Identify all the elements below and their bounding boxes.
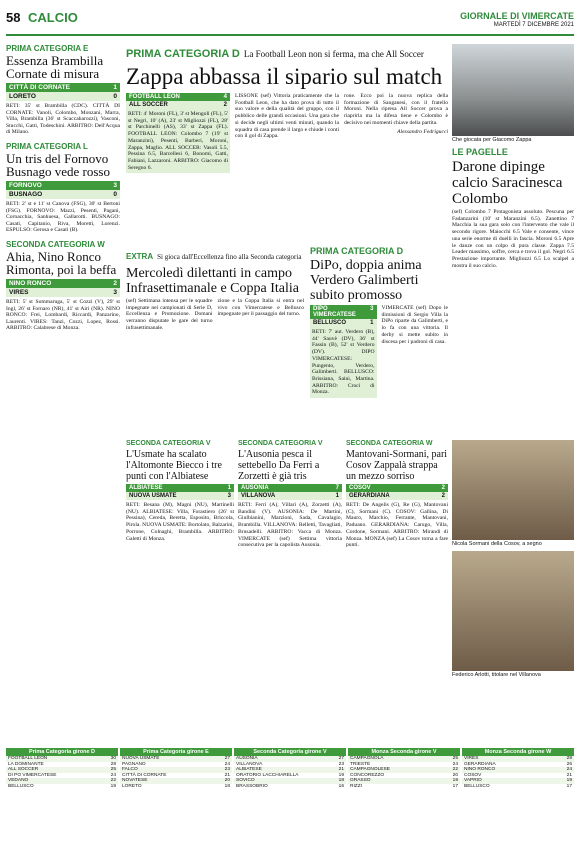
match-report: RETI: De Angelis (G), Re (G), Mantovani (C), Sormani (C). COSOV: Gallina, Di Mauro, Marchio, Ferrante, Mantovani, Paduano. GERARDIANA: Carugo, Villa, Cordone, Sormani. ARBITRO: Mirandi di Monza. MONZA (sef) La Cosov torna a fare punti. — [346, 502, 448, 549]
ratings-headline: Darone dipinge calcio Saracinesca Colombo — [452, 159, 563, 207]
table-row: DI PO VIMERCATESE 24 — [8, 772, 116, 778]
match-report: RETI: 2' st e 11' st Canova (FSG), 30' st Bertoni (FSG). FORNOVO: Mazzi, Pesenti, Pagani, Cornacchia, Sanhuesa, Gallarotti. BUSNAGO: Casati, Capitanio, Riva, Moretti, Lorenzi. ESPULSO: Gerosa e Casati (B). — [6, 200, 120, 234]
left-article-3 — [6, 240, 120, 332]
bottom-photos — [452, 440, 574, 678]
ratings-tag: LE PAGELLE — [452, 147, 508, 157]
table-row: COSOV 21 — [464, 772, 572, 778]
match-report: RETI: Besana (M), Magni (NU), Martinelli (NU). ALBIATESE: Villa, Forastiero (26' st Pessina), Cereda, Beretta, Esposito, Briccola, Pirola. NUOVA USMATE: Bortolato, Balzarini, Porrone, Colnaghi, Brambilla. ARBITRO: Galetti di Monza. — [126, 502, 234, 542]
table-row: BRASSOBRIO 16 — [236, 783, 344, 789]
category: PRIMA CATEGORIA D — [126, 48, 240, 60]
category: SECONDA CATEGORIA W — [346, 440, 433, 447]
table-row: LA DOMINANTE 28 — [8, 761, 116, 767]
photo-caption-2: Federico Arlotti, titolare nel Villanova — [452, 672, 541, 678]
table-row: BELLUSCO 19 — [8, 783, 116, 789]
player-photo-1 — [452, 440, 574, 540]
player-photo-2 — [452, 551, 574, 671]
page-number: 58 — [6, 10, 21, 25]
dipo-article — [310, 246, 448, 398]
section-title: CALCIO — [28, 10, 78, 25]
match-box: RETI: 4' Moroni (FL), 3' st Mengoli (FL), 5' st Negri, 10' (A), 23' st Migliozzi (FL), 28' st Parchinelli (AS), 33' st Zappa (FL). FOOTBALL LEON: Colombo 7 (19' st Maranzini), Pesenti, Barberi, Moroni, Zappa, Maglio. ALL SOCCER: Vasoli 5.5, Pessina 6.5, Barcellesi 6, Bonomi, Gatti, Fabiani, Lazzaroni. ARBITRO: Giacomo di Seregno 6. — [126, 109, 230, 173]
table-row: GRASSO 19 — [350, 778, 458, 784]
table-row: TRIESTE 24 — [350, 761, 458, 767]
article-col-3: rone. Ecco poi la nuova replica della formazione di Sanganesi, con il fratello Moroni. Nella ripresa All Soccer prova a riaprirla ma la difesa tiene e Colombo è decisivo nei momenti chiave della partita. — [344, 93, 448, 126]
bottom-article-3 — [346, 440, 448, 549]
table-row: FALCO 23 — [122, 767, 230, 773]
team-away: BUSNAGO 0 — [6, 190, 120, 199]
article-col-1: (sef) Settimana intensa per le squadre impegnate nei campionati di Serie D, Eccellenza e Promozione. Domani verranno disputate le gare del turno infrasettimanale. — [126, 298, 213, 331]
table-row: PAGNANO 24 — [122, 761, 230, 767]
table-row: VILLANOVA 23 — [236, 761, 344, 767]
standings-table: Prima Categoria girone E NUOVA USMATE 27 PAGNANO 24 FALCO 23 CITTÀ DI CORNATE 21 NOVATESE 20 LORETO 18 — [122, 749, 230, 789]
table-row: NINO RONCO 24 — [464, 767, 572, 773]
photo-caption: Che giocata per Giacomo Zappa — [452, 137, 532, 143]
table-row: ALBIATESE 21 — [236, 767, 344, 773]
team-away: VILLANOVA 1 — [238, 492, 342, 500]
team-away: BELLUSCO 1 — [310, 319, 377, 327]
standings-table: Prima Categoria girone D FOOTBALL LEON 30 LA DOMINANTE 28 ALL SOCCER 25 DI PO VIMERCATESE 24 VEDANO 22 BELLUSCO 19 — [8, 749, 116, 789]
table-row: VAPRIO 19 — [464, 778, 572, 784]
table-row: NOVATESE 20 — [122, 778, 230, 784]
table-row: AUSONIA 27 — [236, 756, 344, 761]
team-home: DIPO VIMERCATESE 3 — [310, 305, 377, 319]
team-home: ALBIATESE 1 — [126, 484, 234, 492]
table-row: CITTÀ DI CORNATE 21 — [122, 772, 230, 778]
left-article-2 — [6, 142, 120, 234]
category: EXTRA — [126, 252, 154, 261]
table-row: SOVICO 18 — [236, 778, 344, 784]
team-home: FORNOVO 3 — [6, 181, 120, 190]
standings-table: Seconda Categoria girone V AUSONIA 27 VILLANOVA 23 ALBIATESE 21 ORATORIO LACCHIARELLA 19 SOVICO 18 BRASSOBRIO 16 — [236, 749, 344, 789]
table-row: CAMPAGNOLESE 22 — [350, 767, 458, 773]
photo-caption-1: Nicola Sormani della Cosov, a segno — [452, 541, 542, 547]
article-col-2: zione e la Coppa Italia si entra nel vivo con Vimercatese e Bellusco impegnate per il passaggio del turno. — [217, 298, 304, 318]
newspaper-name: GIORNALE DI VIMERCATE — [460, 11, 574, 21]
category: SECONDA CATEGORIA V — [126, 440, 211, 447]
category: PRIMA CATEGORIA D — [310, 246, 404, 256]
table-row: VIRES 28 — [464, 756, 572, 761]
team-home: FOOTBALL LEON 4 — [126, 93, 230, 101]
match-report: RETI: 35' st Brambilla (CDC). CITTÀ DI CORNATE: Vanoli, Colombo, Monzani, Marra, Villa, Brambilla (36' st Scaccabarozzi), Vasconi, Stucchi, Gatti, Todeschini. ARBITRO: Dell'Acqua di Milano. — [6, 103, 120, 136]
player-photo — [452, 44, 574, 136]
match-report: RETI: Ferri (A), Villari (A), Zorzetti (A), Bandini (V). AUSONIA: De Martini, Giulbianini, Marzioni, Sada, Cavalagio, Brambilla. VILLANOVA: Relletti, Tavagliati, Brusadelli. ARBITRO: Vacca di Monza. VIMERCATE (sef) Settima vittoria consecutiva per la capolista Ausonia. — [238, 502, 342, 549]
standings-table: Monza Seconda girone W VIRES 28 GERARDIANA 26 NINO RONCO 24 COSOV 21 VAPRIO 19 BELLUSCO 17 — [464, 749, 572, 789]
category: PRIMA CATEGORIA E — [6, 44, 89, 53]
team-home: CITTÀ DI CORNATE 1 — [6, 83, 120, 92]
subheadline: Si gioca dall'Eccellenza fino alla Seconda categoria — [157, 253, 302, 261]
headline: Essenza Brambilla Cornate di misura — [6, 53, 104, 81]
match-report: RETI: 5' st Sommaruga, 5' st Cozzi (V), 29' st Ingl, 26' st Fornaro (NR), 41' st Airi (NR). NINO RONCO: Frei, Lombardi, Riccardi, Panzarino, Laurenti. VIRES: Tanzi, Cozzi, Lopez, Rossi. ARBITRO: Calabrese di Monza. — [6, 298, 120, 332]
table-row: LORETO 18 — [122, 783, 230, 789]
table-row: ORATORIO LACCHIARELLA 19 — [236, 772, 344, 778]
team-home: AUSONIA 7 — [238, 484, 342, 492]
left-article-1 — [6, 44, 120, 136]
table-row: NUOVA USMATE 27 — [122, 756, 230, 761]
table-row: CAMPAGNOLA 25 — [350, 756, 458, 761]
article-col: VIMERCATE (sef) Dopo le dimissioni di Sergio Villa la DiPo riparte da Galimberti, e lo fa con una vittoria. Il derby si mette subito in discesa per i padroni di casa. — [381, 305, 448, 345]
team-home: NINO RONCO 2 — [6, 279, 120, 288]
team-away: ALL SOCCER 2 — [126, 101, 230, 109]
match-box: RETI: 7' aut. Verdero (B), 44' Sauvè (DV), 36' st Fassin (B), 52' st Verdero (DV). DIPO VIMERCATESE: Pungento, Verdero, Galimberti. BELLUSCO: Brissiana, Saini, Martina. ARBITRO: Croci di Monza. — [310, 327, 377, 398]
category: PRIMA CATEGORIA L — [6, 141, 88, 151]
right-column — [452, 44, 574, 269]
headline: L'Ausonia pesca il settebello Da Ferri a Zorzetti è già tris — [238, 449, 320, 482]
ratings-text: (sef) Colombo 7 Protagonista assoluto. Pescuna per Fadanzarini (10' st Maranzini 6.5). Zanettino 7 Macchia la sua gara solo con l'intervento che vale il secondo rigore. Maiocchi 6.5 Vale e consente, vince una serie enorme di duelli in fascia. Moroni 6.5 Apre le danze con un colpo di pura classe. Zappa 7.5 Leader massimo, soffre, cerca e trova il gol. Negri 6.5 Prestazione importante. Migliozzi 6.5 Lo scalpel a mostra il suo calcio. — [452, 209, 574, 269]
bottom-article-2 — [238, 440, 342, 549]
headline: Mantovani-Sormani, pari Cosov Zappalà strappa un mezzo sorriso — [346, 449, 448, 482]
headline: Mercoledì dilettanti in campo Infrasettimanale e Coppa Italia — [126, 266, 299, 296]
team-home: COSOV 2 — [346, 484, 448, 492]
team-away: VIRES 3 — [6, 288, 120, 297]
left-column — [6, 44, 120, 338]
subheadline: La Football Leon non si ferma, ma che All Soccer — [243, 49, 424, 59]
standings-table: Monza Seconda girone V CAMPAGNOLA 25 TRIESTE 24 CAMPAGNOLESE 22 CONCOREZZO 20 GRASSO 19 RIZZI 17 — [350, 749, 458, 789]
issue-date: MARTEDÌ 7 DICEMBRE 2021 — [493, 22, 574, 28]
page-header — [6, 8, 574, 36]
team-away: GERARDIANA 2 — [346, 492, 448, 500]
table-row: ALL SOCCER 25 — [8, 767, 116, 773]
table-row: GERARDIANA 26 — [464, 761, 572, 767]
headline: DiPo, doppia anima Verdero Galimberti subito promosso — [310, 258, 422, 303]
bottom-article-1 — [126, 440, 234, 542]
table-row: RIZZI 17 — [350, 783, 458, 789]
table-row: VEDANO 22 — [8, 778, 116, 784]
table-row: BELLUSCO 17 — [464, 783, 572, 789]
article-col-2: LISSONE (sef) Vittoria praticamente che la Football Leon, che ha dato prova di tutto il suo valore e della qualità del gruppo, con il pubblico delle grandi occasioni. Una gara che si decide negli ultimi venti minuti, quando la squadra di casa prende il largo e chiude i conti con il gol di Zappa. — [235, 93, 339, 140]
table-row: FOOTBALL LEON 30 — [8, 756, 116, 761]
headline: Ahia, Nino Ronco Rimonta, poi la beffa — [6, 248, 117, 277]
team-away: LORETO 0 — [6, 92, 120, 101]
category: SECONDA CATEGORIA V — [238, 440, 323, 447]
extra-article — [126, 246, 304, 332]
category: SECONDA CATEGORIA W — [6, 239, 105, 249]
headline: Zappa abbassa il sipario sul match — [126, 64, 443, 89]
headline: L'Usmate ha scalato l'Altomonte Biecco i tre punti con l'Albiatese — [126, 449, 222, 482]
author: Alessandro Fedrigucci — [397, 128, 448, 135]
standings-tables — [6, 748, 574, 836]
main-article — [126, 44, 448, 173]
team-away: NUOVA USMATE 3 — [126, 492, 234, 500]
table-row: CONCOREZZO 20 — [350, 772, 458, 778]
headline: Un tris del Fornovo Busnago vede rosso — [6, 150, 110, 179]
